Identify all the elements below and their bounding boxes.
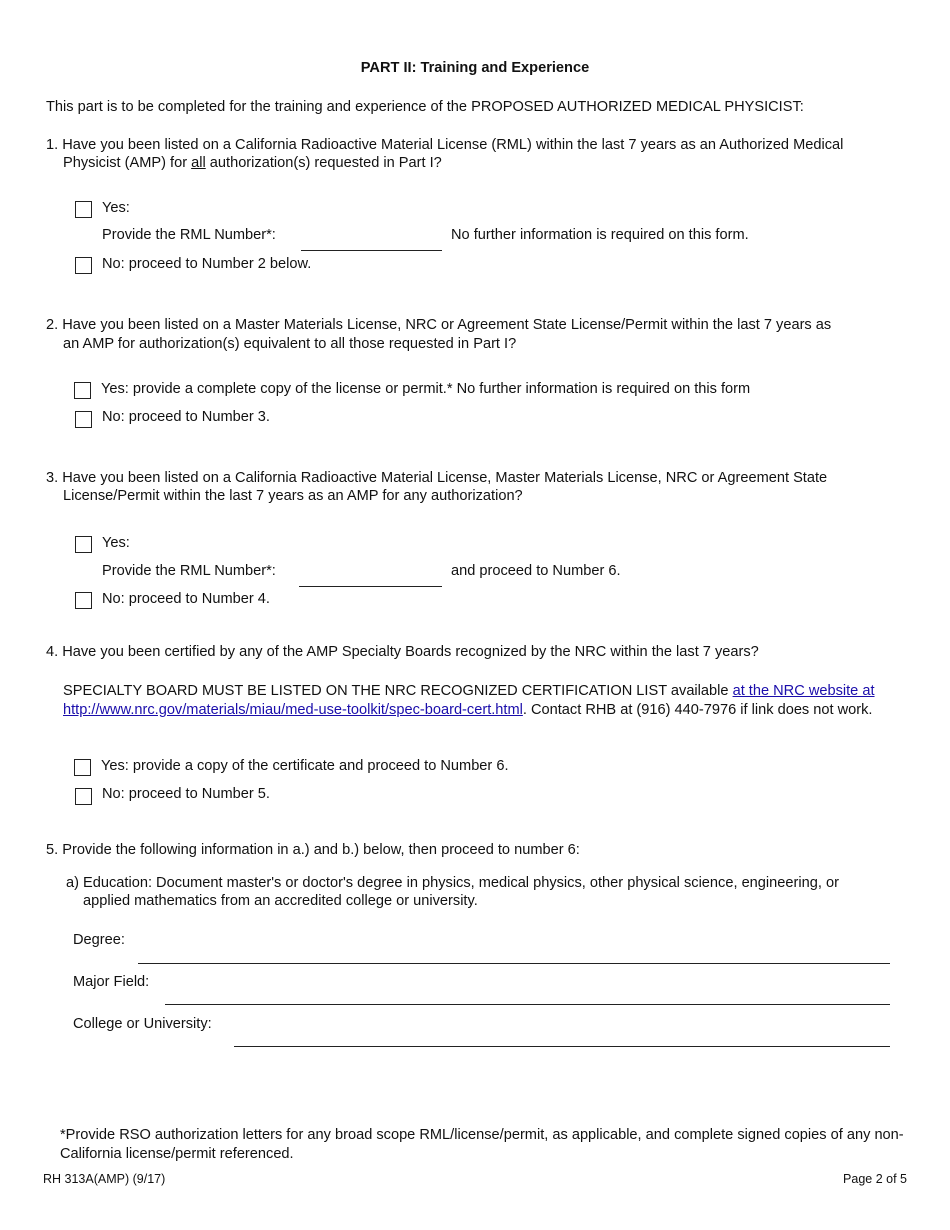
q3-no-label: No: proceed to Number 4. — [102, 591, 270, 607]
q4-no-label: No: proceed to Number 5. — [102, 786, 270, 802]
q1-yes-checkbox[interactable] — [75, 201, 92, 218]
q2-no-checkbox[interactable] — [75, 411, 92, 428]
page-title: PART II: Training and Experience — [360, 60, 590, 76]
q3-rml-label: Provide the RML Number*: — [102, 563, 276, 579]
degree-input[interactable] — [138, 963, 890, 964]
q3-no-checkbox[interactable] — [75, 592, 92, 609]
q3-text-line2: License/Permit within the last 7 years as an AMP for any authorization? — [63, 488, 523, 504]
q5-text: 5. Provide the following information in a.) and b.) below, then proceed to number 6: — [46, 842, 580, 858]
footnote: *Provide RSO authorization letters for any broad scope RML/license/permit, as applicable, and complete signed copies of any non-California license/permit referenced. — [60, 1127, 904, 1162]
q3-yes-checkbox[interactable] — [75, 536, 92, 553]
q1-no-checkbox[interactable] — [75, 257, 92, 274]
q4-board-paragraph — [63, 682, 905, 719]
q2-yes-checkbox[interactable] — [74, 382, 91, 399]
major-field-input[interactable] — [165, 1004, 890, 1005]
q1-text-post: authorization(s) requested in Part I? — [205, 155, 442, 171]
intro-text: This part is to be completed for the training and experience of the PROPOSED AUTHORIZED MEDICAL PHYSICIST: — [46, 99, 804, 115]
q2-no-label: No: proceed to Number 3. — [102, 409, 270, 425]
q1-rml-label: Provide the RML Number*: — [102, 227, 276, 243]
q4-yes-label: Yes: provide a copy of the certificate and proceed to Number 6. — [101, 758, 509, 774]
degree-label: Degree: — [73, 932, 125, 948]
form-id: RH 313A(AMP) (9/17) — [43, 1172, 166, 1186]
q1-text-pre: Physicist (AMP) for — [63, 155, 192, 171]
q2-yes-label: Yes: provide a complete copy of the license or permit.* No further information is required on this form — [101, 381, 751, 397]
major-field-label: Major Field: — [73, 974, 150, 990]
q4-board-pre: SPECIALTY BOARD MUST BE LISTED ON THE NRC RECOGNIZED CERTIFICATION LIST available — [63, 683, 733, 699]
q3-yes-label: Yes: — [102, 535, 130, 551]
college-input[interactable] — [234, 1046, 890, 1047]
q4-text: 4. Have you been certified by any of the AMP Specialty Boards recognized by the NRC within the last 7 years? — [46, 644, 759, 660]
q1-text-line2 — [63, 155, 442, 171]
q4-no-checkbox[interactable] — [75, 788, 92, 805]
page-number: Page 2 of 5 — [843, 1172, 907, 1186]
q1-rml-note: No further information is required on this form. — [451, 227, 749, 243]
college-label: College or University: — [73, 1016, 212, 1032]
q4-yes-checkbox[interactable] — [74, 759, 91, 776]
q3-text-line1: 3. Have you been listed on a California Radioactive Material License, Master Materials License, NRC or Agreement State — [46, 470, 828, 486]
q5a-text-line1: a) Education: Document master's or doctor's degree in physics, medical physics, other physical science, engineering, or — [66, 875, 839, 891]
q4-board-post: . Contact RHB at (916) 440-7976 if link does not work. — [522, 701, 873, 718]
q1-no-label: No: proceed to Number 2 below. — [102, 256, 312, 272]
q1-rml-input[interactable] — [301, 250, 442, 251]
q1-text-line1: 1. Have you been listed on a California Radioactive Material License (RML) within the last 7 years as an Authorized Medical — [46, 137, 844, 153]
q2-text-line1: 2. Have you been listed on a Master Materials License, NRC or Agreement State License/Permit within the last 7 years as — [46, 317, 832, 333]
q3-rml-note: and proceed to Number 6. — [451, 563, 621, 579]
q1-text-underlined: all — [191, 155, 206, 171]
q3-rml-input[interactable] — [299, 586, 442, 587]
q5a-text-line2: applied mathematics from an accredited college or university. — [83, 893, 478, 909]
nrc-website-link[interactable]: at the NRC website at http://www.nrc.gov/materials/miau/med-use-toolkit/spec-board-cert.html — [63, 683, 875, 718]
q2-text-line2: an AMP for authorization(s) equivalent to all those requested in Part I? — [63, 336, 517, 352]
q1-yes-label: Yes: — [102, 200, 130, 216]
